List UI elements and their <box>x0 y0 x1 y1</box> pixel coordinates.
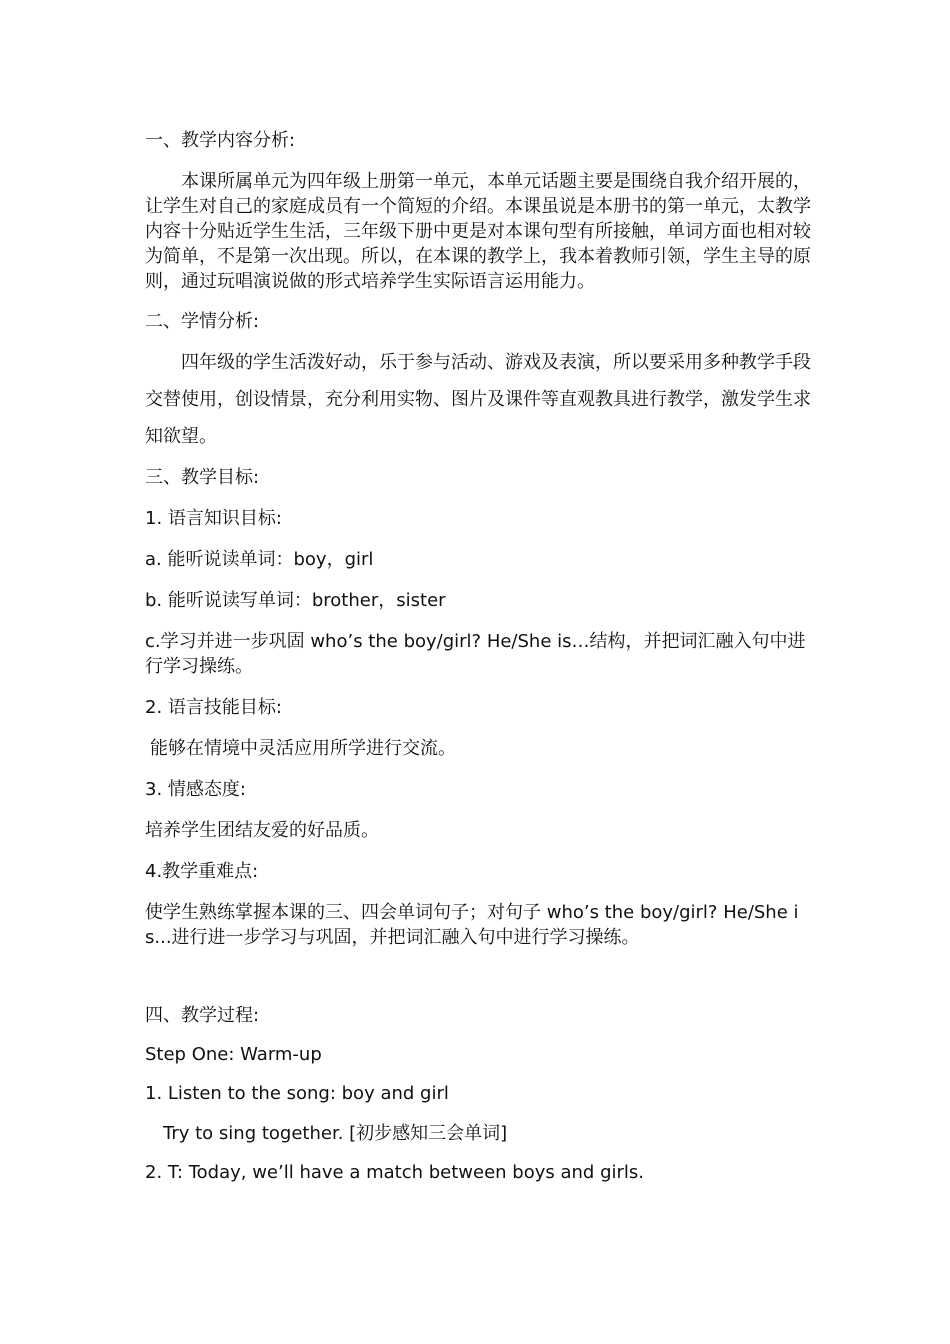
goal-4-paragraph: 使学生熟练掌握本课的三、四会单词句子；对句子 who’s the boy/girl? He/She is...进行进一步学习与巩固，并把词汇融入句中进行学习操练。 <box>145 902 799 948</box>
goal-2-paragraph: 能够在情境中灵活应用所学进行交流。 <box>150 738 456 759</box>
section-1-paragraph: 本课所属单元为四年级上册第一单元，本单元话题主要是围绕自我介绍开展的，让学生对自己的家庭成员有一个简短的介绍。本课虽说是本册书的第一单元，太教学内容十分贴近学生生活，三年级下册中更是对本课句型有所接触，单词方面也相对较为简单，不是第一次出现。所以，在本课的教学上，我本着教师引领，学生主导的原则，通过玩唱演说做的形式培养学生实际语言运用能力。 <box>145 171 811 292</box>
step-one-item-2: 2. T: Today, we’ll have a match between boys and girls. <box>145 1162 644 1183</box>
step-one-item-1-note: Try to sing together. [初步感知三会单词] <box>163 1123 508 1144</box>
goal-3-heading: 3. 情感态度: <box>145 779 246 800</box>
goal-1-heading: 1. 语言知识目标: <box>145 508 282 529</box>
section-3-heading: 三、教学目标: <box>145 467 260 488</box>
step-one-heading: Step One: Warm-up <box>145 1044 322 1065</box>
section-2-paragraph: 四年级的学生活泼好动，乐于参与活动、游戏及表演，所以要采用多种教学手段交替使用，创设情景，充分利用实物、图片及课件等直观教具进行教学，激发学生求知欲望。 <box>145 352 811 447</box>
goal-1-item-b: b. 能听说读写单词：brother，sister <box>145 590 446 611</box>
step-one-item-1: 1. Listen to the song: boy and girl <box>145 1083 449 1104</box>
section-4-heading: 四、教学过程: <box>145 1005 260 1026</box>
section-2-heading: 二、学情分析: <box>145 311 260 332</box>
goal-1-item-c: c.学习并进一步巩固 who’s the boy/girl? He/She is…结构，并把词汇融入句中进行学习操练。 <box>145 631 806 677</box>
goal-1-item-a: a. 能听说读单词：boy，girl <box>145 549 374 570</box>
document-page <box>145 128 813 1185</box>
goal-3-paragraph: 培养学生团结友爱的好品质。 <box>145 820 379 841</box>
goal-4-heading: 4.教学重难点: <box>145 861 259 882</box>
section-1-heading: 一、教学内容分析: <box>145 130 296 151</box>
goal-2-heading: 2. 语言技能目标: <box>145 697 282 718</box>
